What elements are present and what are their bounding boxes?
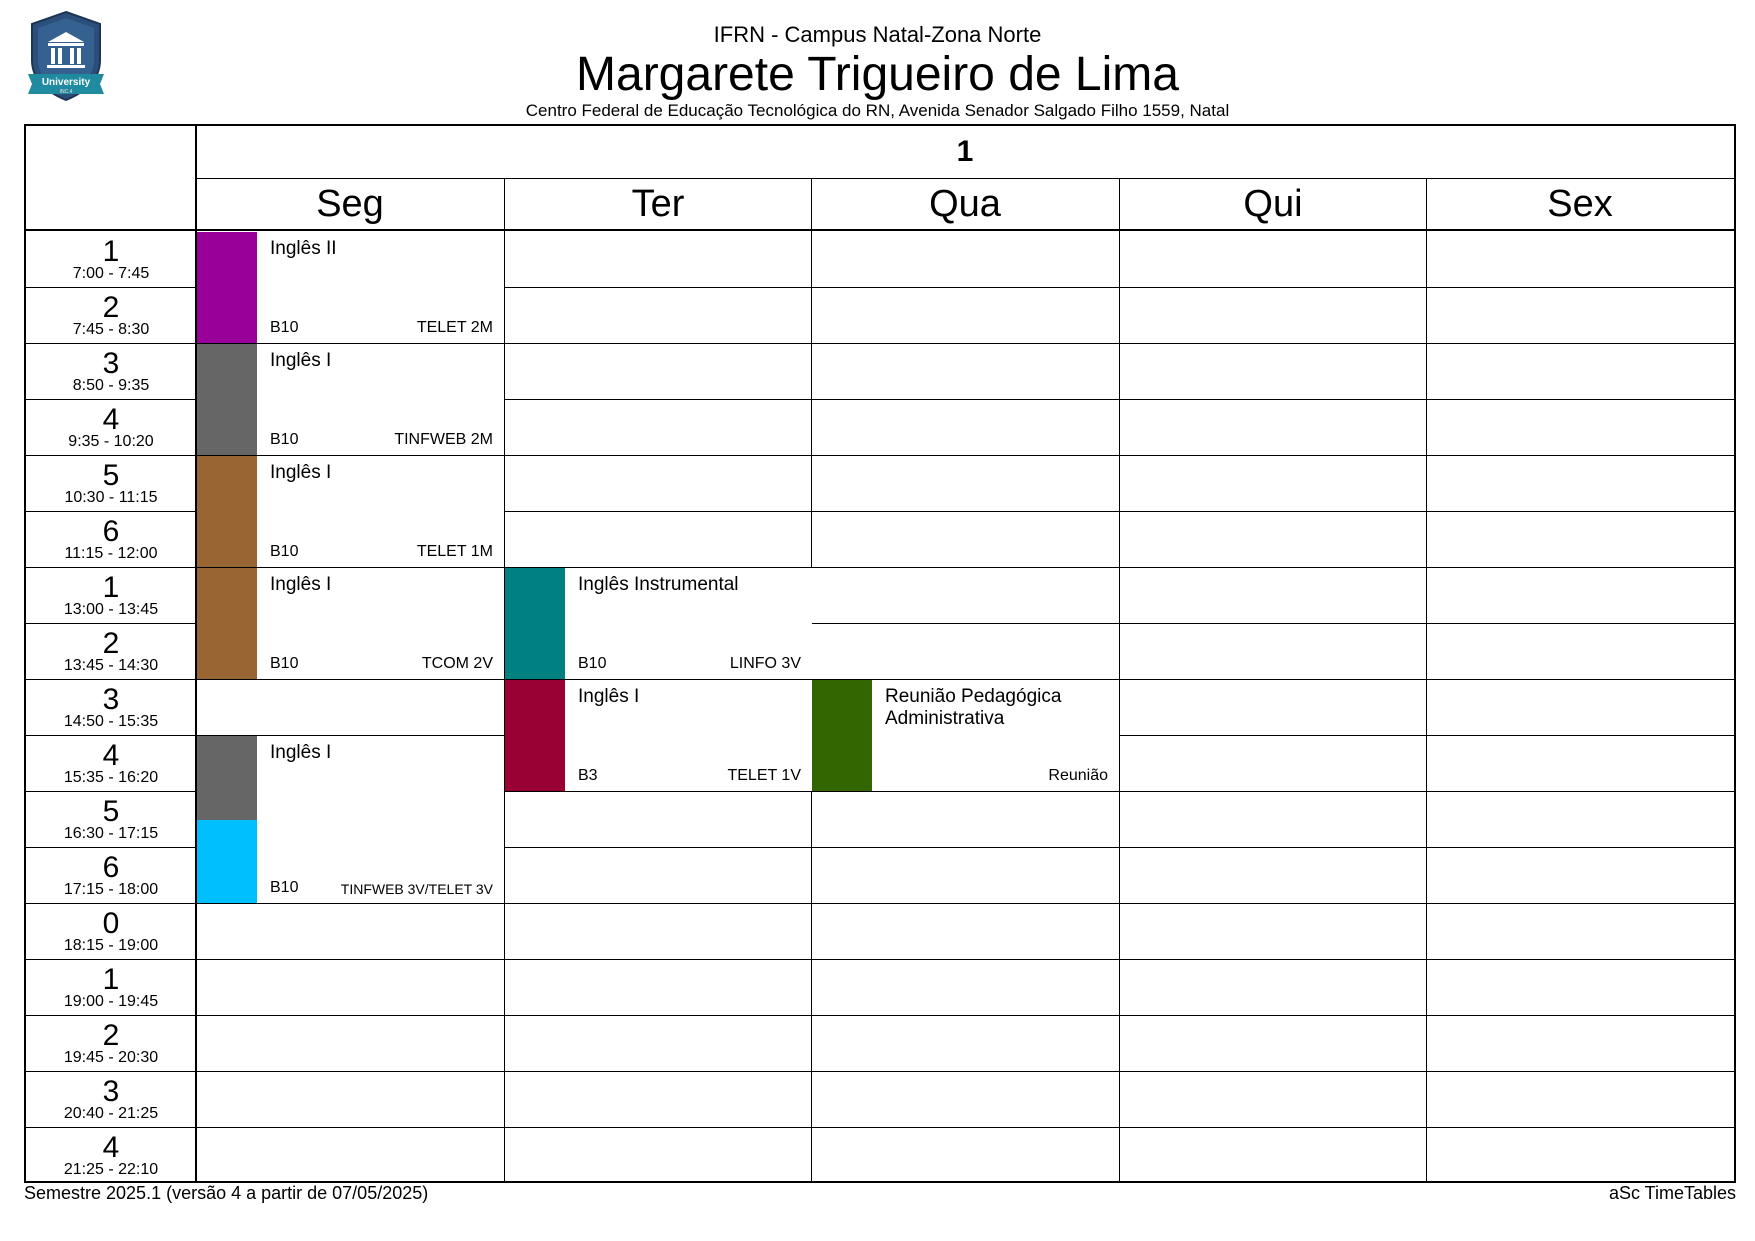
timetable-grid xyxy=(24,124,1736,1183)
lesson-class: LINFO 3V xyxy=(729,655,801,672)
row-line xyxy=(26,1015,1734,1016)
period-time: 13:45 - 14:30 xyxy=(63,657,159,674)
lesson-color-bar xyxy=(197,568,257,679)
teacher-name: Margarete Trigueiro de Lima xyxy=(576,48,1179,101)
day-header-qui: Qui xyxy=(1243,183,1303,225)
svg-text:University: University xyxy=(41,77,91,88)
period-number: 1 xyxy=(102,963,120,996)
lesson-class: Reunião xyxy=(1048,767,1108,784)
period-time: 17:15 - 18:00 xyxy=(63,881,159,898)
period-time: 21:25 - 22:10 xyxy=(63,1161,159,1178)
period-number: 6 xyxy=(102,851,120,884)
day-header-qua: Qua xyxy=(929,183,1001,225)
period-number: 3 xyxy=(102,347,120,380)
period-time: 19:00 - 19:45 xyxy=(63,993,159,1010)
period-time: 16:30 - 17:15 xyxy=(63,825,159,842)
lesson-subject: Inglês I xyxy=(270,574,332,595)
lesson-color-bar xyxy=(812,680,872,791)
row-line xyxy=(26,959,1734,960)
lesson-subject: Inglês I xyxy=(578,686,640,707)
lesson-room: B10 xyxy=(270,655,299,672)
lesson-subject: Inglês II xyxy=(270,238,337,259)
lesson-card[interactable] xyxy=(812,680,1119,792)
lesson-card[interactable] xyxy=(197,456,504,568)
footer-semester: Semestre 2025.1 (versão 4 a partir de 07/05/2025) xyxy=(24,1183,429,1203)
lesson-color-bar xyxy=(197,736,257,820)
lesson-class: TELET 1V xyxy=(727,767,801,784)
period-number: 2 xyxy=(102,291,120,324)
lesson-subject: Inglês I xyxy=(270,462,332,483)
lesson-subject: Inglês Instrumental xyxy=(578,574,739,595)
period-number: 6 xyxy=(102,515,120,548)
period-number: 2 xyxy=(102,1019,120,1052)
lesson-room: B10 xyxy=(270,431,299,448)
row-line xyxy=(26,1071,1734,1072)
lesson-color-bar xyxy=(505,680,565,791)
period-number: 1 xyxy=(102,571,120,604)
day-column-line xyxy=(1119,178,1120,1181)
lesson-room: B10 xyxy=(270,543,299,560)
lesson-color-bar xyxy=(197,820,257,904)
row-line xyxy=(26,1127,1734,1128)
period-time: 20:40 - 21:25 xyxy=(63,1105,159,1122)
day-header-sex: Sex xyxy=(1547,183,1613,225)
period-time: 15:35 - 16:20 xyxy=(63,769,159,786)
period-number: 5 xyxy=(102,459,120,492)
lesson-class: TELET 2M xyxy=(416,319,493,336)
lesson-room: B10 xyxy=(578,655,607,672)
lesson-color-bar xyxy=(505,568,565,679)
period-time: 7:45 - 8:30 xyxy=(72,321,150,338)
period-time: 8:50 - 9:35 xyxy=(72,377,150,394)
period-number: 4 xyxy=(102,739,120,772)
lesson-subject: Inglês I xyxy=(270,350,332,371)
period-time: 14:50 - 15:35 xyxy=(63,713,159,730)
lesson-subject: Reunião Pedagógica Administrativa xyxy=(885,686,1062,729)
lesson-color-bar xyxy=(197,456,257,567)
lesson-class: TELET 1M xyxy=(416,543,493,560)
period-number: 1 xyxy=(102,235,120,268)
period-time: 13:00 - 13:45 xyxy=(63,601,159,618)
lesson-subject: Inglês I xyxy=(270,742,332,763)
lesson-card[interactable] xyxy=(505,680,812,792)
lesson-card[interactable] xyxy=(197,568,504,680)
lesson-color-bar xyxy=(197,344,257,455)
lesson-class: TINFWEB 2M xyxy=(394,431,493,448)
lesson-room: B3 xyxy=(578,767,598,784)
lesson-card[interactable] xyxy=(197,232,504,344)
lesson-class: TCOM 2V xyxy=(421,655,493,672)
lesson-card[interactable] xyxy=(505,568,812,680)
period-time: 18:15 - 19:00 xyxy=(63,937,159,954)
period-time: 7:00 - 7:45 xyxy=(72,265,150,282)
period-number: 3 xyxy=(102,1075,120,1108)
period-number: 4 xyxy=(102,403,120,436)
day-header-seg: Seg xyxy=(316,183,384,225)
period-number: 5 xyxy=(102,795,120,828)
period-time: 9:35 - 10:20 xyxy=(68,433,154,450)
day-header-ter: Ter xyxy=(631,183,685,225)
lesson-class: TINFWEB 3V/TELET 3V xyxy=(340,881,493,897)
week-label: 1 xyxy=(956,135,974,168)
period-time: 19:45 - 20:30 xyxy=(63,1049,159,1066)
footer-brand: aSc TimeTables xyxy=(1608,1183,1736,1203)
period-number: 3 xyxy=(102,683,120,716)
lesson-room: B10 xyxy=(270,879,299,896)
lesson-card[interactable] xyxy=(197,736,504,904)
lesson-color-bar xyxy=(197,232,257,343)
lesson-card[interactable] xyxy=(197,344,504,456)
period-number: 4 xyxy=(102,1131,120,1164)
period-time: 10:30 - 11:15 xyxy=(64,489,158,506)
period-time: 11:15 - 12:00 xyxy=(64,545,158,562)
period-number: 0 xyxy=(102,907,120,940)
institution-address: Centro Federal de Educação Tecnológica do RN, Avenida Senador Salgado Filho 1559, Natal xyxy=(525,101,1230,120)
period-number: 2 xyxy=(102,627,120,660)
institution-name: IFRN - Campus Natal-Zona Norte xyxy=(713,22,1042,47)
lesson-room: B10 xyxy=(270,319,299,336)
svg-text:INC.4: INC.4 xyxy=(59,89,73,95)
day-column-line xyxy=(1426,178,1427,1181)
